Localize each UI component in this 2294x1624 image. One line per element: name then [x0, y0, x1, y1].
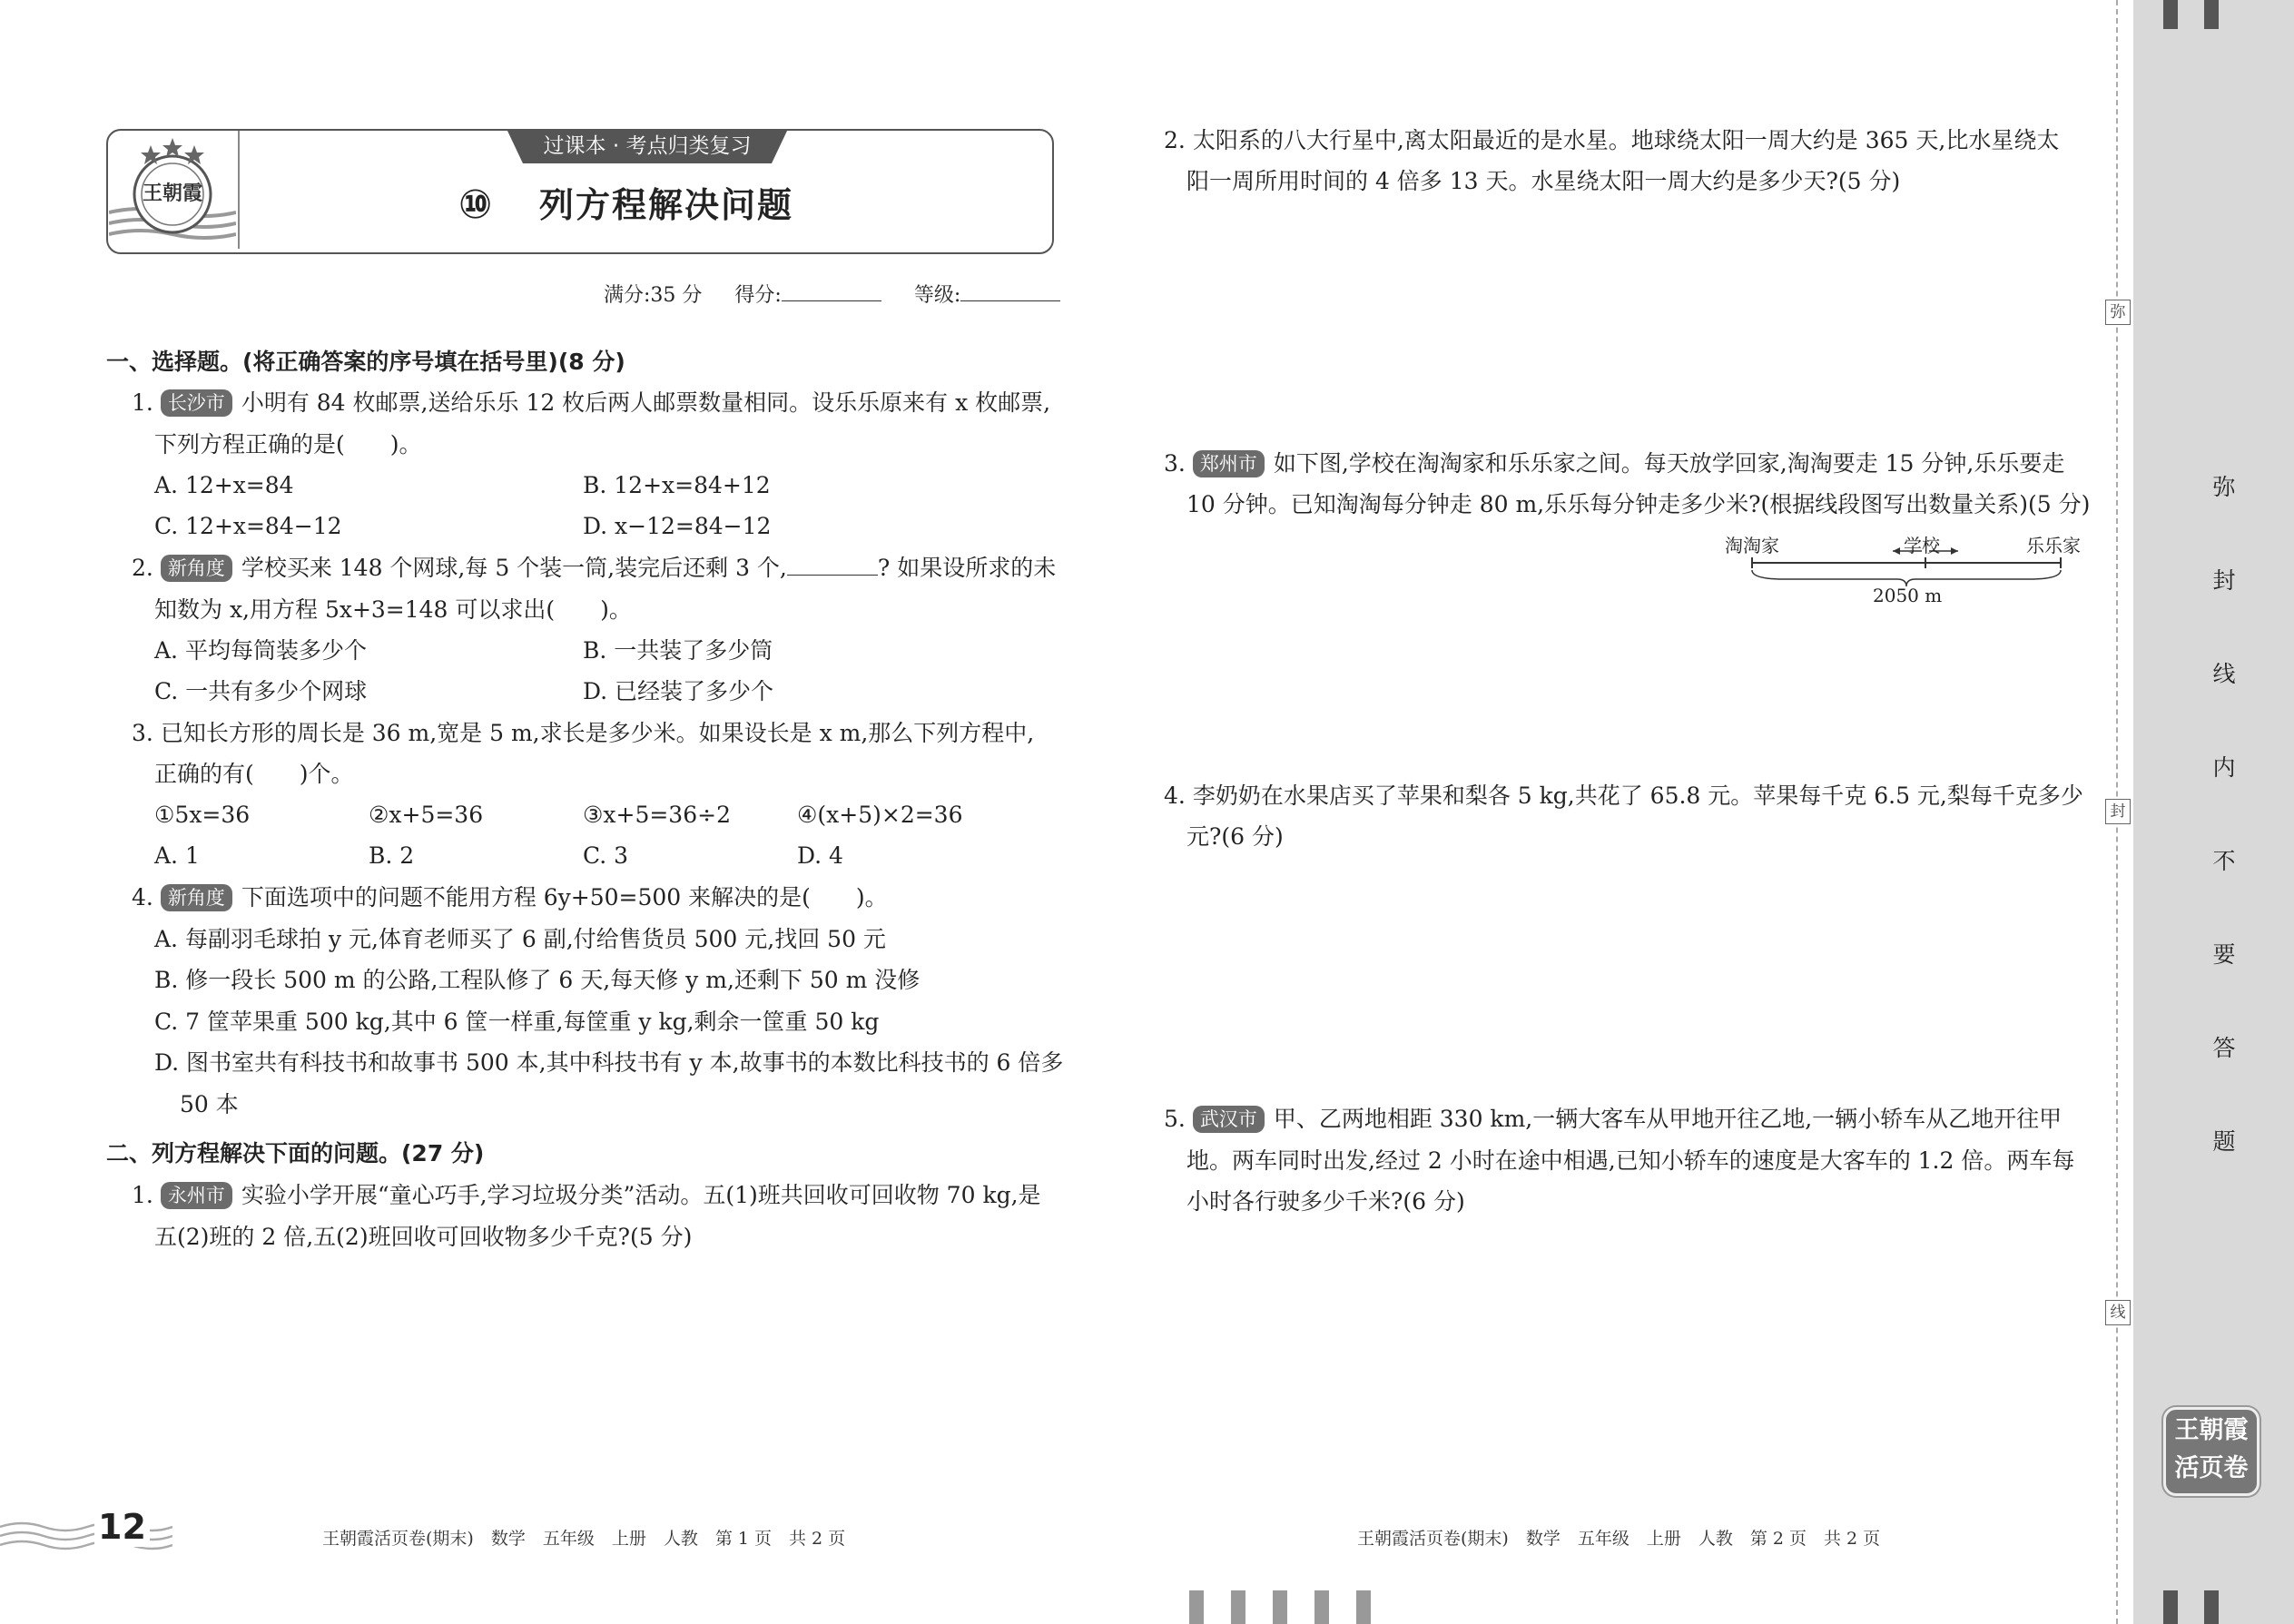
option-c: C. 一共有多少个网球	[154, 678, 368, 704]
option-d-line2: 50 本	[180, 1091, 239, 1117]
option-b: B. 2	[369, 842, 415, 869]
registration-bar	[1231, 1590, 1245, 1624]
option-d: D. 4	[797, 842, 843, 869]
option-d: D. 已经装了多少个	[583, 678, 774, 704]
score-line	[604, 280, 1060, 308]
registration-bar	[2163, 1590, 2178, 1624]
option-b: B. 12+x=84+12	[583, 472, 771, 498]
question-1-4: 4. 新角度 下面选项中的问题不能用方程 6y+50=500 来解决的是( )。	[132, 884, 888, 910]
region-tag: 长沙市	[161, 389, 232, 417]
question-1-2: 2. 新角度 学校买来 148 个网球,每 5 个装一筒,装完后还剩 3 个, ? 如果设所求的未	[132, 555, 1057, 581]
option-d: D. x−12=84−12	[583, 513, 772, 539]
question-2-5: 5. 武汉市 甲、乙两地相距 330 km,一辆大客车从甲地开往乙地,一辆小轿车从乙地开往甲	[1164, 1106, 2063, 1132]
page-title: 列方程解决问题	[539, 185, 794, 225]
question-2-2-line2: 阳一周所用时间的 4 倍多 13 天。水星绕太阳一周大约是多少天?(5 分)	[1186, 168, 1901, 194]
option-a: A. 1	[154, 842, 200, 869]
logo-text: 王朝霞	[142, 182, 202, 205]
notice-char: 线	[2212, 661, 2236, 687]
footer-right: 王朝霞活页卷(期末) 数学 五年级 上册 人教 第 2 页 共 2 页	[1357, 1529, 1881, 1549]
seal-box-1: 弥	[2105, 300, 2131, 325]
label-school: 学校	[1904, 535, 1940, 556]
question-1-1: 1. 长沙市 小明有 84 枚邮票,送给乐乐 12 枚后两人邮票数量相同。设乐乐原来有 x 枚邮票,	[132, 389, 1051, 416]
option-c: C. 3	[583, 842, 629, 869]
grade-field[interactable]	[960, 300, 1060, 301]
region-tag: 永州市	[161, 1182, 232, 1209]
option-a: A. 每副羽毛球拍 y 元,体育老师买了 6 副,付给售货员 500 元,找回 50 元	[154, 926, 886, 952]
grade-label: 等级:	[913, 284, 961, 307]
region-tag: 新角度	[161, 555, 232, 582]
score-label: 得分:	[734, 284, 782, 307]
section-title-2: 二、列方程解决下面的问题。(27 分)	[106, 1140, 485, 1166]
logo-divider	[238, 131, 240, 249]
registration-bar	[2163, 0, 2178, 29]
equation-2: ②x+5=36	[369, 802, 484, 828]
notice-char: 封	[2212, 567, 2236, 594]
seal-box-3: 线	[2105, 1300, 2131, 1325]
registration-bar	[2204, 1590, 2219, 1624]
registration-bar	[1273, 1590, 1287, 1624]
chapter-number: ⑩	[458, 182, 493, 228]
notice-char: 不	[2212, 848, 2236, 874]
option-c: C. 12+x=84−12	[154, 513, 342, 539]
category-label: 过课本 · 考点归类复习	[543, 134, 752, 158]
label-taotao-home: 淘淘家	[1725, 535, 1779, 556]
question-1-3: 3. 已知长方形的周长是 36 m,宽是 5 m,求长是多少米。如果设长是 x m,那么下列方程中,	[132, 720, 1035, 746]
question-2-1-line2: 五(2)班的 2 倍,五(2)班回收可回收物多少千克?(5 分)	[154, 1224, 693, 1250]
question-2-4: 4. 李奶奶在水果店买了苹果和梨各 5 kg,共花了 65.8 元。苹果每千克 6.5 元,梨每千克多少	[1164, 782, 2083, 809]
question-2-5-line2: 地。两车同时出发,经过 2 小时在途中相遇,已知小轿车的速度是大客车的 1.2 倍。两车每	[1186, 1147, 2075, 1174]
option-a: A. 12+x=84	[154, 472, 294, 498]
question-2-3-line2: 10 分钟。已知淘淘每分钟走 80 m,乐乐每分钟走多少米?(根据线段图写出数量关系)(5 分)	[1186, 491, 2091, 517]
notice-char: 要	[2212, 941, 2236, 968]
brand-badge-line1: 王朝霞	[2174, 1416, 2249, 1444]
label-distance: 2050 m	[1873, 585, 1943, 606]
score-field[interactable]	[782, 300, 881, 301]
answer-blank[interactable]	[787, 575, 878, 576]
seal-box-2: 封	[2105, 799, 2131, 824]
question-2-4-line2: 元?(6 分)	[1186, 823, 1284, 850]
registration-bar	[1314, 1590, 1329, 1624]
registration-bar	[2204, 0, 2219, 29]
brand-badge-line2: 活页卷	[2174, 1454, 2249, 1482]
notice-char: 内	[2212, 754, 2236, 781]
equation-3: ③x+5=36÷2	[583, 802, 731, 828]
question-2-3: 3. 郑州市 如下图,学校在淘淘家和乐乐家之间。每天放学回家,淘淘要走 15 分钟,乐乐要走	[1164, 450, 2065, 477]
option-b: B. 一共装了多少筒	[583, 637, 773, 664]
question-1-1-line2: 下列方程正确的是( )。	[154, 431, 422, 458]
registration-bar	[1189, 1590, 1204, 1624]
option-d: D. 图书室共有科技书和故事书 500 本,其中科技书有 y 本,故事书的本数比科技书的 6 倍多	[154, 1049, 1064, 1076]
notice-char: 答	[2212, 1035, 2236, 1061]
label-lele-home: 乐乐家	[2026, 535, 2081, 556]
question-1-3-line2: 正确的有( )个。	[154, 761, 354, 787]
option-a: A. 平均每筒装多少个	[154, 637, 367, 664]
question-2-5-line3: 小时各行驶多少千米?(6 分)	[1186, 1188, 1465, 1215]
registration-bar	[1356, 1590, 1371, 1624]
equation-1: ①5x=36	[154, 802, 251, 828]
full-score: 满分:35 分	[604, 284, 703, 307]
notice-char: 弥	[2212, 474, 2236, 500]
section-title-1: 一、选择题。(将正确答案的序号填在括号里)(8 分)	[106, 349, 625, 375]
option-b: B. 修一段长 500 m 的公路,工程队修了 6 天,每天修 y m,还剩下 50 m 没修	[154, 967, 921, 993]
footer-left: 王朝霞活页卷(期末) 数学 五年级 上册 人教 第 1 页 共 2 页	[322, 1529, 846, 1549]
question-2-2: 2. 太阳系的八大行星中,离太阳最近的是水星。地球绕太阳一周大约是 365 天,比水星绕太	[1164, 127, 2060, 153]
binding-strip	[2133, 0, 2294, 1624]
page-number: 12	[94, 1507, 150, 1547]
region-tag: 郑州市	[1193, 450, 1265, 477]
notice-char: 题	[2212, 1128, 2236, 1155]
equation-4: ④(x+5)×2=36	[797, 802, 963, 828]
question-1-2-line2: 知数为 x,用方程 5x+3=148 可以求出( )。	[154, 596, 632, 623]
region-tag: 新角度	[161, 884, 232, 911]
region-tag: 武汉市	[1193, 1106, 1265, 1133]
option-c: C. 7 筐苹果重 500 kg,其中 6 筐一样重,每筐重 y kg,剩余一筐重 50 kg	[154, 1009, 880, 1035]
question-2-1: 1. 永州市 实验小学开展“童心巧手,学习垃圾分类”活动。五(1)班共回收可回收物 70 kg,是	[132, 1182, 1041, 1208]
